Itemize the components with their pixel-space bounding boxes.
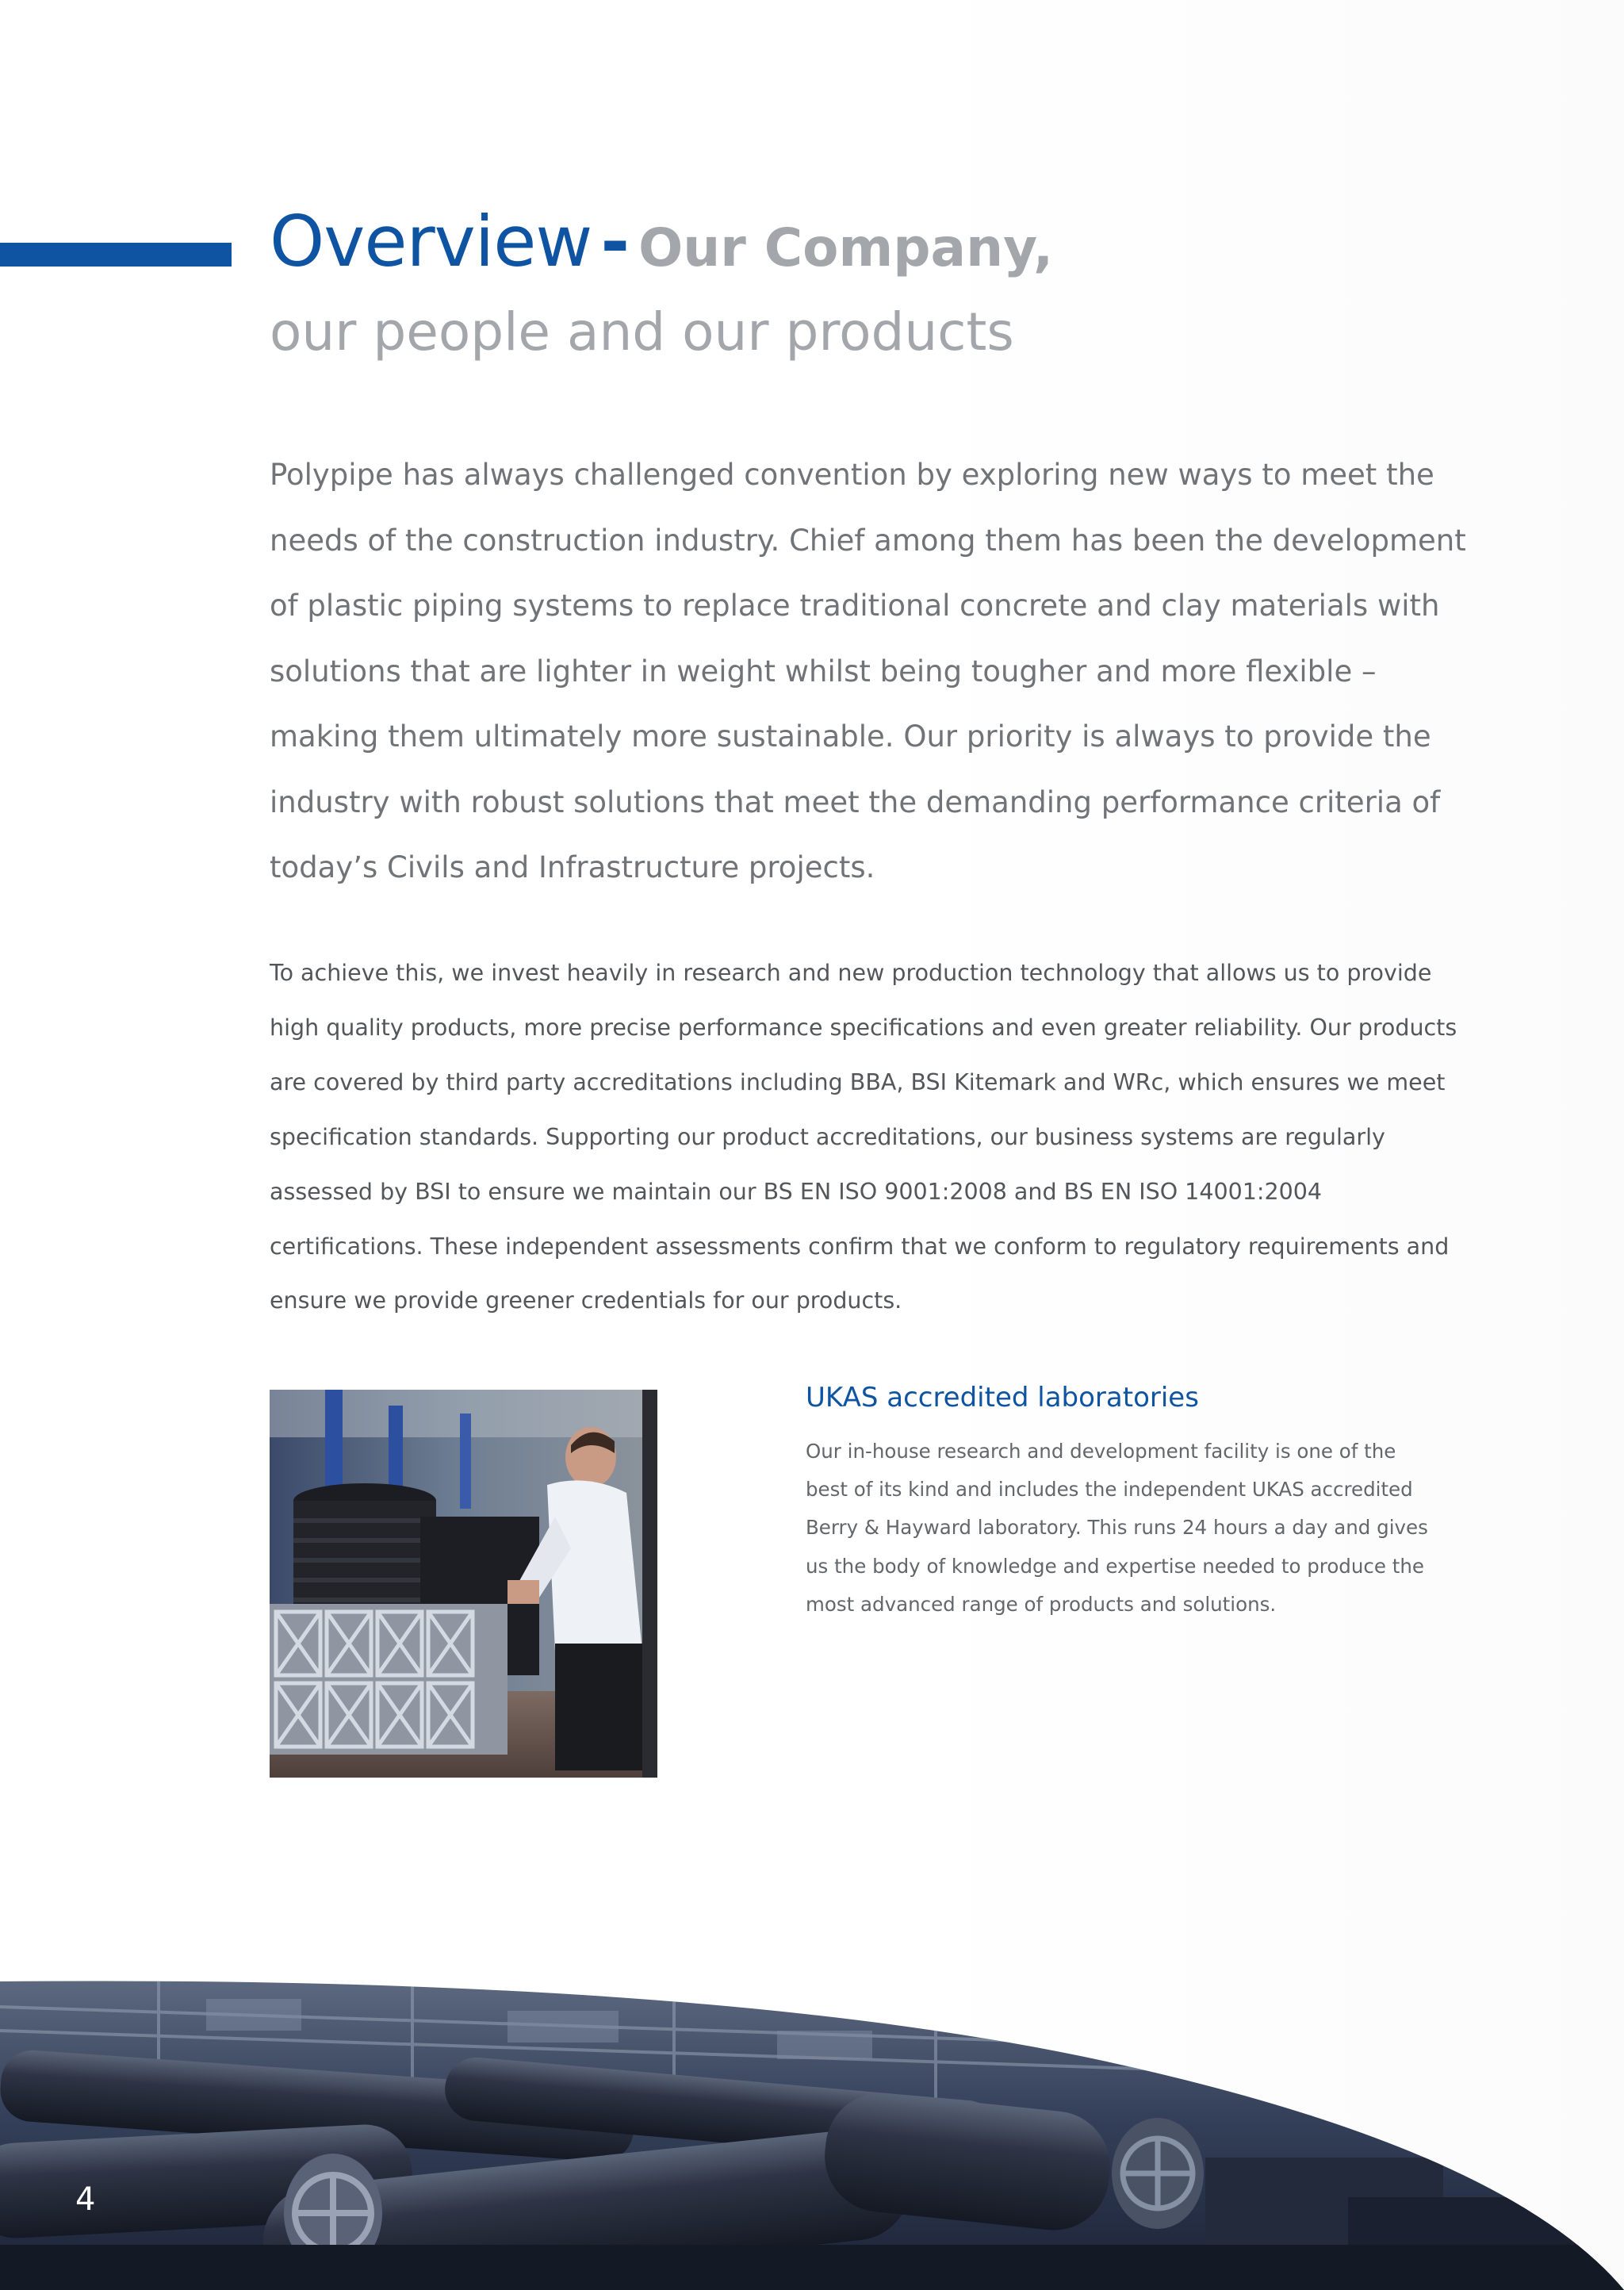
title-accent-bar	[0, 243, 232, 267]
body-paragraph: To achieve this, we invest heavily in research and new production technology that allows us to provide high quality products, more precise performance specifications and even greater reliability. Our products are covered by third party accreditations including BBA, BSI Kitemark and WRc, which ensures we meet specification standards. Supporting our product accreditations, our business systems are regularly assessed by BSI to ensure we maintain our BS EN ISO 9001:2008 and BS EN ISO 14001:2004 certifications. These independent assessments confirm that we conform to regulatory requirements and ensure we provide greener credentials for our products.	[270, 960, 1457, 1314]
title-line-1	[270, 198, 1459, 301]
title-dash: -	[600, 201, 630, 282]
ukas-heading: UKAS accredited laboratories	[806, 1382, 1199, 1414]
page-title	[270, 198, 1459, 364]
intro-paragraph: Polypipe has always challenged convention by exploring new ways to meet the needs of the construction industry. Chief among them has been the development of plastic piping systems to replace traditional concrete and clay materials with solutions that are lighter in weight whilst being tougher and more flexible – making them ultimately more sustainable. Our priority is always to provide the industry with robust solutions that meet the demanding performance criteria of today’s Civils and Infrastructure projects.	[270, 458, 1466, 884]
title-subtitle-line-1: Our Company,	[638, 217, 1054, 278]
title-subtitle-line-2: our people and our products	[270, 301, 1014, 362]
ukas-paragraph: Our in-house research and development facility is one of the best of its kind and includes the independent UKAS accredited Berry & Hayward laboratory. This runs 24 hours a day and gives us the body of knowledge and expertise needed to produce the most advanced range of products and solutions.	[806, 1440, 1428, 1616]
laboratory-photo	[270, 1390, 657, 1778]
title-main: Overview	[270, 201, 592, 282]
page-number: 4	[75, 2181, 96, 2218]
factory-pipes-photo	[0, 1975, 1624, 2290]
